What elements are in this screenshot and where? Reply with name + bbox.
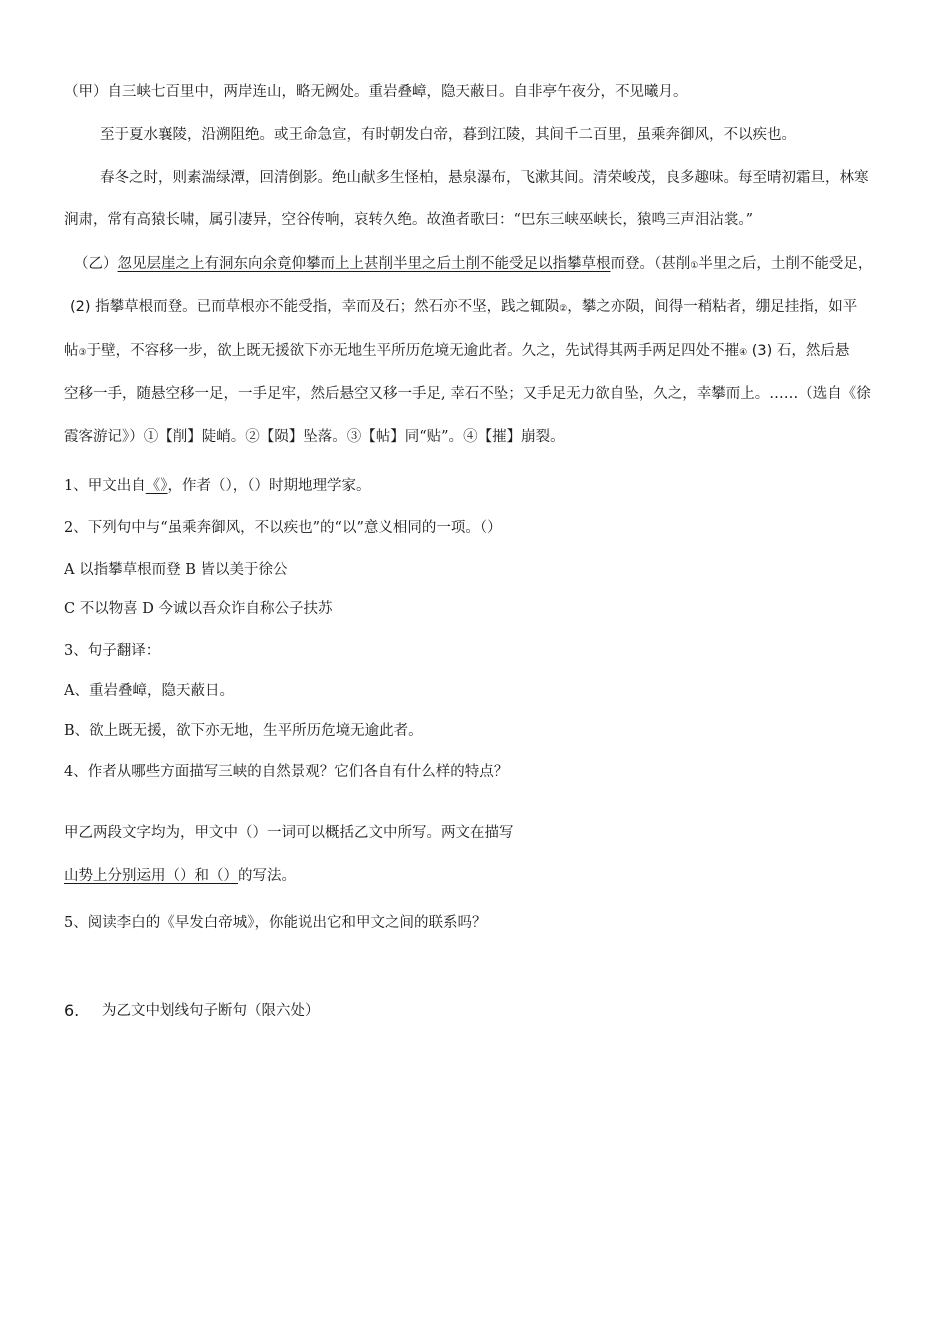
jia-paragraph-3-line-1: 春冬之时，则素湍绿潭，回清倒影。绝山献多生怪柏，悬泉瀑布，飞漱其间。清荣峻茂，良多趣味。每至晴初霜旦，林寒	[100, 170, 869, 186]
yi-line-4: 空移一手，随悬空移一足，一手足牢，然后悬空又移一手足, 幸石不坠；又手足无力欲自坠，久之，幸攀而上。……（选自《徐	[64, 386, 871, 402]
question-4-underlined: 山势上分别运用（）和（）	[64, 868, 238, 884]
yi-underlined-sentence: 忽见层崖之上有洞东向余竟仰攀而上上甚削半里之后土削不能受足以指攀草根	[117, 256, 611, 272]
question-1-text-a: 1、甲文出自	[64, 478, 146, 494]
yi-line-2-text-a: 指攀草根而登。已而草根亦不能受指，幸而及石；然石亦不坚，践之辄陨	[90, 299, 560, 315]
question-2: 2、下列句中与“虽乘奔御风，不以疾也”的“以”意义相同的一项。（）	[64, 520, 502, 536]
jia-paragraph-2: 至于夏水襄陵，沿溯阻绝。或王命急宣，有时朝发白帝，暮到江陵，其间千二百里，虽乘奔御风，不以疾也。	[100, 127, 796, 143]
yi-line-3-text-c: 石，然后悬	[776, 343, 850, 359]
question-3-b: B、欲上既无援，欲下亦无地，生平所历危境无逾此者。	[64, 723, 423, 739]
footnote-marker-4: ④	[739, 348, 748, 358]
question-1-text-b: ，作者（），（）时期地理学家。	[167, 478, 371, 494]
question-2-options-cd: C 不以物喜 D 今诚以吾众诈自称公子扶苏	[64, 601, 333, 617]
footnote-marker-1: ①	[690, 261, 699, 271]
question-6-text: 为乙文中划线句子断句（限六处）	[102, 1003, 320, 1019]
question-6-number: 6.	[64, 1001, 80, 1020]
footnote-marker-3: ③	[78, 348, 87, 358]
question-3: 3、句子翻译：	[64, 643, 161, 659]
yi-line-1-text-a: 而登。（甚削	[610, 256, 691, 272]
yi-line-3-text-b: 于壁，不容移一步，欲上既无援欲下亦无地生平所历危境无逾此者。久之，先试得其两手两足四处不摧	[86, 343, 740, 359]
question-6	[64, 1001, 320, 1022]
question-5: 5、阅读李白的《早发白帝城》，你能说出它和甲文之间的联系吗？	[64, 915, 487, 931]
blank-number-2: (2)	[70, 299, 91, 315]
blank-number-3: (3)	[747, 343, 777, 359]
question-1	[64, 476, 370, 496]
yi-line-2-text-b: ，攀之亦陨，间得一稍粘者，绷足挂指，如平	[567, 299, 858, 315]
footnote-marker-2: ②	[559, 304, 568, 314]
yi-line-1	[74, 254, 872, 276]
yi-line-3-text-a: 帖	[64, 343, 79, 359]
question-1-blank: 《》	[145, 478, 168, 494]
question-4-tail: 的写法。	[238, 868, 296, 884]
question-3-a: A、重岩叠嶂，隐天蔽日。	[64, 683, 234, 699]
question-4-followup-line-2	[64, 866, 296, 886]
question-2-options-ab: A 以指攀草根而登 B 皆以美于徐公	[64, 562, 288, 578]
yi-label: （乙）	[74, 256, 118, 272]
yi-line-2	[70, 297, 857, 319]
jia-paragraph-3-line-2: 涧肃，常有高猿长啸，属引凄异，空谷传响，哀转久绝。故渔者歌曰：“巴东三峡巫峡长，猿鸣三声泪沾裳。”	[64, 212, 754, 228]
question-4-followup: 甲乙两段文字均为，甲文中（）一词可以概括乙文中所写。两文在描写	[64, 825, 514, 841]
yi-line-5-notes: 霞客游记》）①【削】陡峭。②【陨】坠落。③【帖】同“贴”。④【摧】崩裂。	[64, 429, 565, 445]
yi-line-3	[64, 341, 849, 363]
question-4: 4、作者从哪些方面描写三峡的自然景观？它们各自有什么样的特点？	[64, 764, 509, 780]
yi-line-1-text-b: 半里之后，土削不能受足，	[698, 256, 873, 272]
jia-paragraph-1: （甲）自三峡七百里中，两岸连山，略无阙处。重岩叠嶂，隐天蔽日。自非亭午夜分，不见曦月。	[64, 84, 688, 100]
